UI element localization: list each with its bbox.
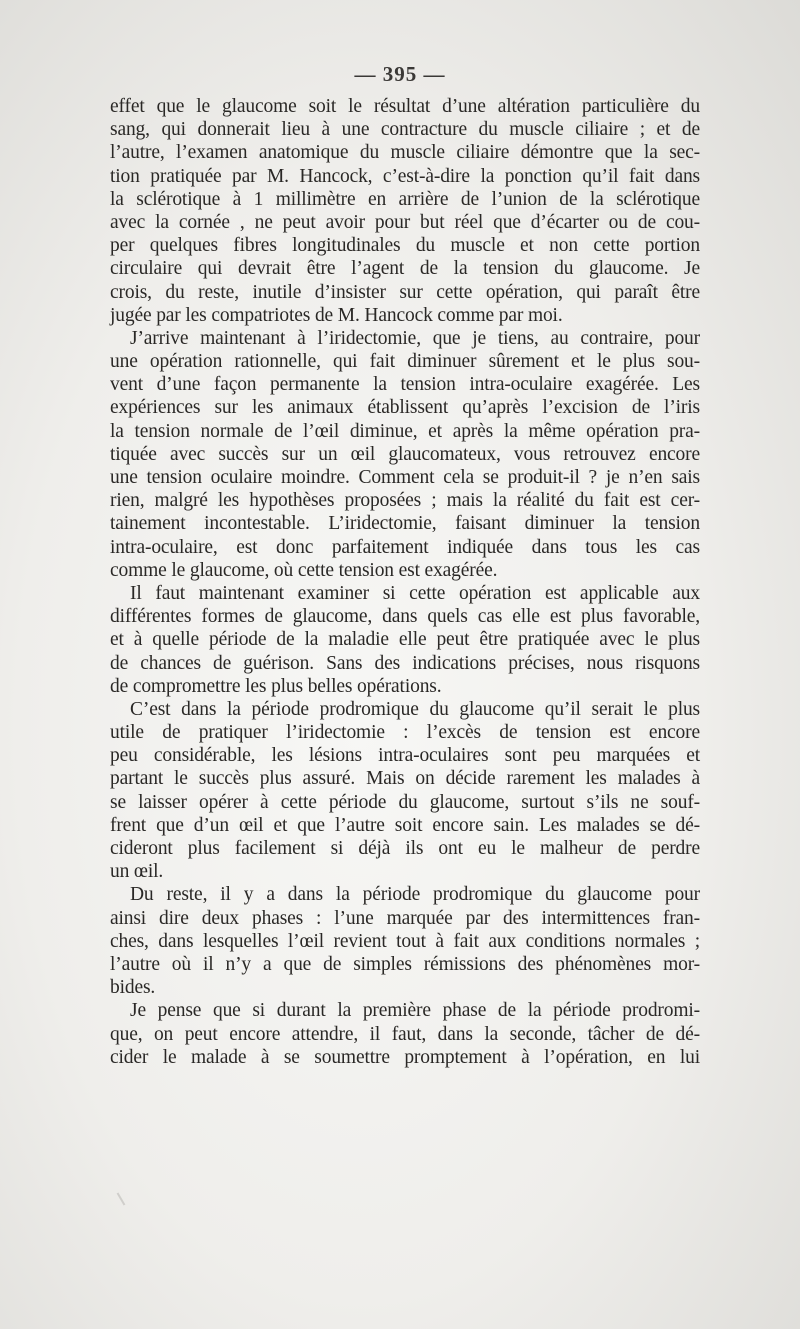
text-line: tiquée avec succès sur un œil glaucomateux, vous retrouvez encore [110, 443, 700, 465]
text-line: J’arrive maintenant à l’iridectomie, que je tiens, au contraire, pour [130, 327, 700, 349]
text-line: et à quelle période de la maladie elle peut être pratiquée avec le plus [110, 629, 700, 651]
text-line: expériences sur les animaux établissent qu’après l’excision de l’iris [110, 397, 700, 419]
text-line: peu considérable, les lésions intra-oculaires sont peu marquées et [110, 745, 700, 767]
text-line: per quelques fibres longitudinales du muscle et non cette portion [110, 235, 700, 257]
text-line: une tension oculaire moindre. Comment cela se produit-il ? je n’en sais [110, 467, 700, 488]
text-line: comme le glaucome, où cette tension est exagérée. [110, 559, 498, 581]
text-line: ches, dans lesquelles l’œil revient tout à fait aux conditions normales ; [110, 930, 700, 952]
text-line: cideront plus facilement si déjà ils ont eu le malheur de perdre [110, 838, 700, 859]
text-line: circulaire qui devrait être l’agent de la tension du glaucome. Je [110, 258, 700, 280]
text-line: Il faut maintenant examiner si cette opération est applicable aux [130, 582, 700, 604]
page-number: — 395 — [354, 62, 446, 86]
body-text [110, 95, 700, 1069]
text-line: l’autre, l’examen anatomique du muscle ciliaire démontre que la sec- [110, 142, 700, 164]
text-line: intra-oculaire, est donc parfaitement indiquée dans tous les cas [110, 536, 700, 558]
text-line: la sclérotique à 1 millimètre en arrière de l’union de la sclérotique [110, 188, 700, 210]
text-line: effet que le glaucome soit le résultat d’une altération particulière du [110, 96, 700, 117]
text-line: partant le succès plus assuré. Mais on décide rarement les malades à [110, 768, 700, 790]
text-line: crois, du reste, inutile d’insister sur cette opération, qui paraît être [110, 281, 700, 303]
text-line: bides. [110, 977, 156, 999]
text-line: cider le malade à se soumettre promptement à l’opération, en lui [110, 1046, 700, 1068]
text-line: avec la cornée , ne peut avoir pour but réel que d’écarter ou de cou- [110, 211, 700, 233]
text-line: un œil. [110, 861, 164, 883]
text-line: tion pratiquée par M. Hancock, c’est-à-dire la ponction qu’il fait dans [110, 165, 700, 187]
text-line: de compromettre les plus belles opérations. [110, 675, 442, 697]
text-line: frent que d’un œil et que l’autre soit encore sain. Les malades se dé- [110, 814, 700, 836]
text-line: l’autre où il n’y a que de simples rémissions des phénomènes mor- [110, 953, 700, 975]
text-line: rien, malgré les hypothèses proposées ; mais la réalité du fait est cer- [110, 490, 700, 512]
text-line: Du reste, il y a dans la période prodromique du glaucome pour [130, 884, 700, 906]
text-line: de chances de guérison. Sans des indications précises, nous risquons [110, 652, 700, 674]
text-line: tainement incontestable. L’iridectomie, faisant diminuer la tension [110, 513, 700, 535]
text-line: différentes formes de glaucome, dans quels cas elle est plus favorable, [110, 606, 700, 628]
text-line: une opération rationnelle, qui fait diminuer sûrement et le plus sou- [110, 351, 700, 373]
text-line: que, on peut encore attendre, il faut, dans la seconde, tâcher de dé- [110, 1023, 700, 1045]
text-line: ainsi dire deux phases : l’une marquée par des intermittences fran- [110, 907, 700, 929]
text-line: utile de pratiquer l’iridectomie : l’excès de tension est encore [110, 722, 700, 744]
text-line: sang, qui donnerait lieu à une contracture du muscle ciliaire ; et de [110, 119, 700, 141]
text-line: vent d’une façon permanente la tension intra-oculaire exagérée. Les [110, 374, 700, 396]
text-line: la tension normale de l’œil diminue, et après la même opération pra- [110, 420, 700, 442]
text-line: se laisser opérer à cette période du glaucome, surtout s’ils ne souf- [110, 791, 700, 813]
text-line: C’est dans la période prodromique du glaucome qu’il serait le plus [130, 698, 700, 720]
text-line: Je pense que si durant la première phase de la période prodromi- [130, 1000, 700, 1022]
text-line: jugée par les compatriotes de M. Hancock comme par moi. [110, 304, 563, 326]
paper-speck [117, 1192, 126, 1205]
